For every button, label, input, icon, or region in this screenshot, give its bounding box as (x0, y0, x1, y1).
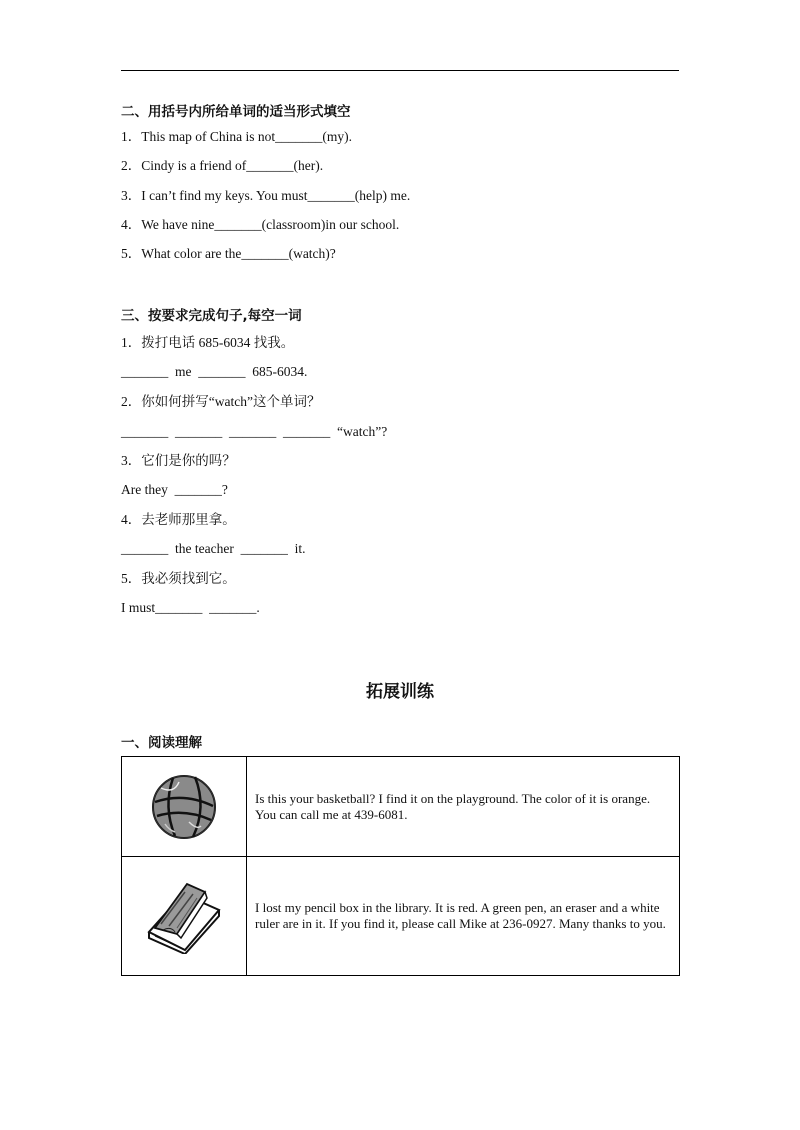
extension-title: 拓展训练 (366, 682, 434, 702)
reading-text-2: I lost my pencil box in the library. It is red. A green pen, an eraser and a white ruler are in it. If you find it, please call Mike at 236-0927. Many thanks to you. (247, 857, 680, 976)
section2-item-2: 2．Cindy is a friend of_______(her). (121, 158, 324, 173)
section2-heading: 二、用括号内所给单词的适当形式填空 (121, 104, 351, 120)
image-cell (122, 857, 247, 976)
section3-answer-3: Are they _______? (121, 482, 228, 497)
section3-prompt-3: 3．它们是你的吗？ (121, 453, 236, 468)
section3-answer-4: _______ the teacher _______ it. (121, 541, 306, 556)
header-rule (121, 70, 679, 71)
basketball-icon (149, 772, 219, 842)
section2-item-5: 5．What color are the_______(watch)? (121, 246, 336, 261)
section2-item-4: 4．We have nine_______(classroom)in our school. (121, 217, 400, 232)
section3-answer-2: _______ _______ _______ _______ “watch”? (121, 424, 388, 439)
section3-prompt-2: 2．你如何拼写“watch”这个单词？ (121, 394, 321, 409)
reading-table (121, 756, 680, 976)
section3-heading: 三、按要求完成句子,每空一词 (121, 308, 302, 324)
section3-prompt-1: 1．拨打电话 685-6034 找我。 (121, 335, 295, 350)
table-row (122, 757, 680, 857)
section3-prompt-5: 5．我必须找到它。 (121, 571, 236, 586)
section2-item-1: 1．This map of China is not_______(my). (121, 129, 352, 144)
reading-heading: 一、阅读理解 (121, 735, 202, 751)
table-row (122, 857, 680, 976)
pencil-box-icon (141, 878, 227, 954)
image-cell (122, 757, 247, 857)
section3-answer-5: I must_______ _______. (121, 600, 260, 615)
section3-prompt-4: 4．去老师那里拿。 (121, 512, 236, 527)
reading-text-1: Is this your basketball? I find it on the playground. The color of it is orange. You can call me at 439-6081. (247, 757, 680, 857)
section3-answer-1: _______ me _______ 685-6034. (121, 364, 308, 379)
section2-item-3: 3．I can’t find my keys. You must_______(help) me. (121, 188, 411, 203)
